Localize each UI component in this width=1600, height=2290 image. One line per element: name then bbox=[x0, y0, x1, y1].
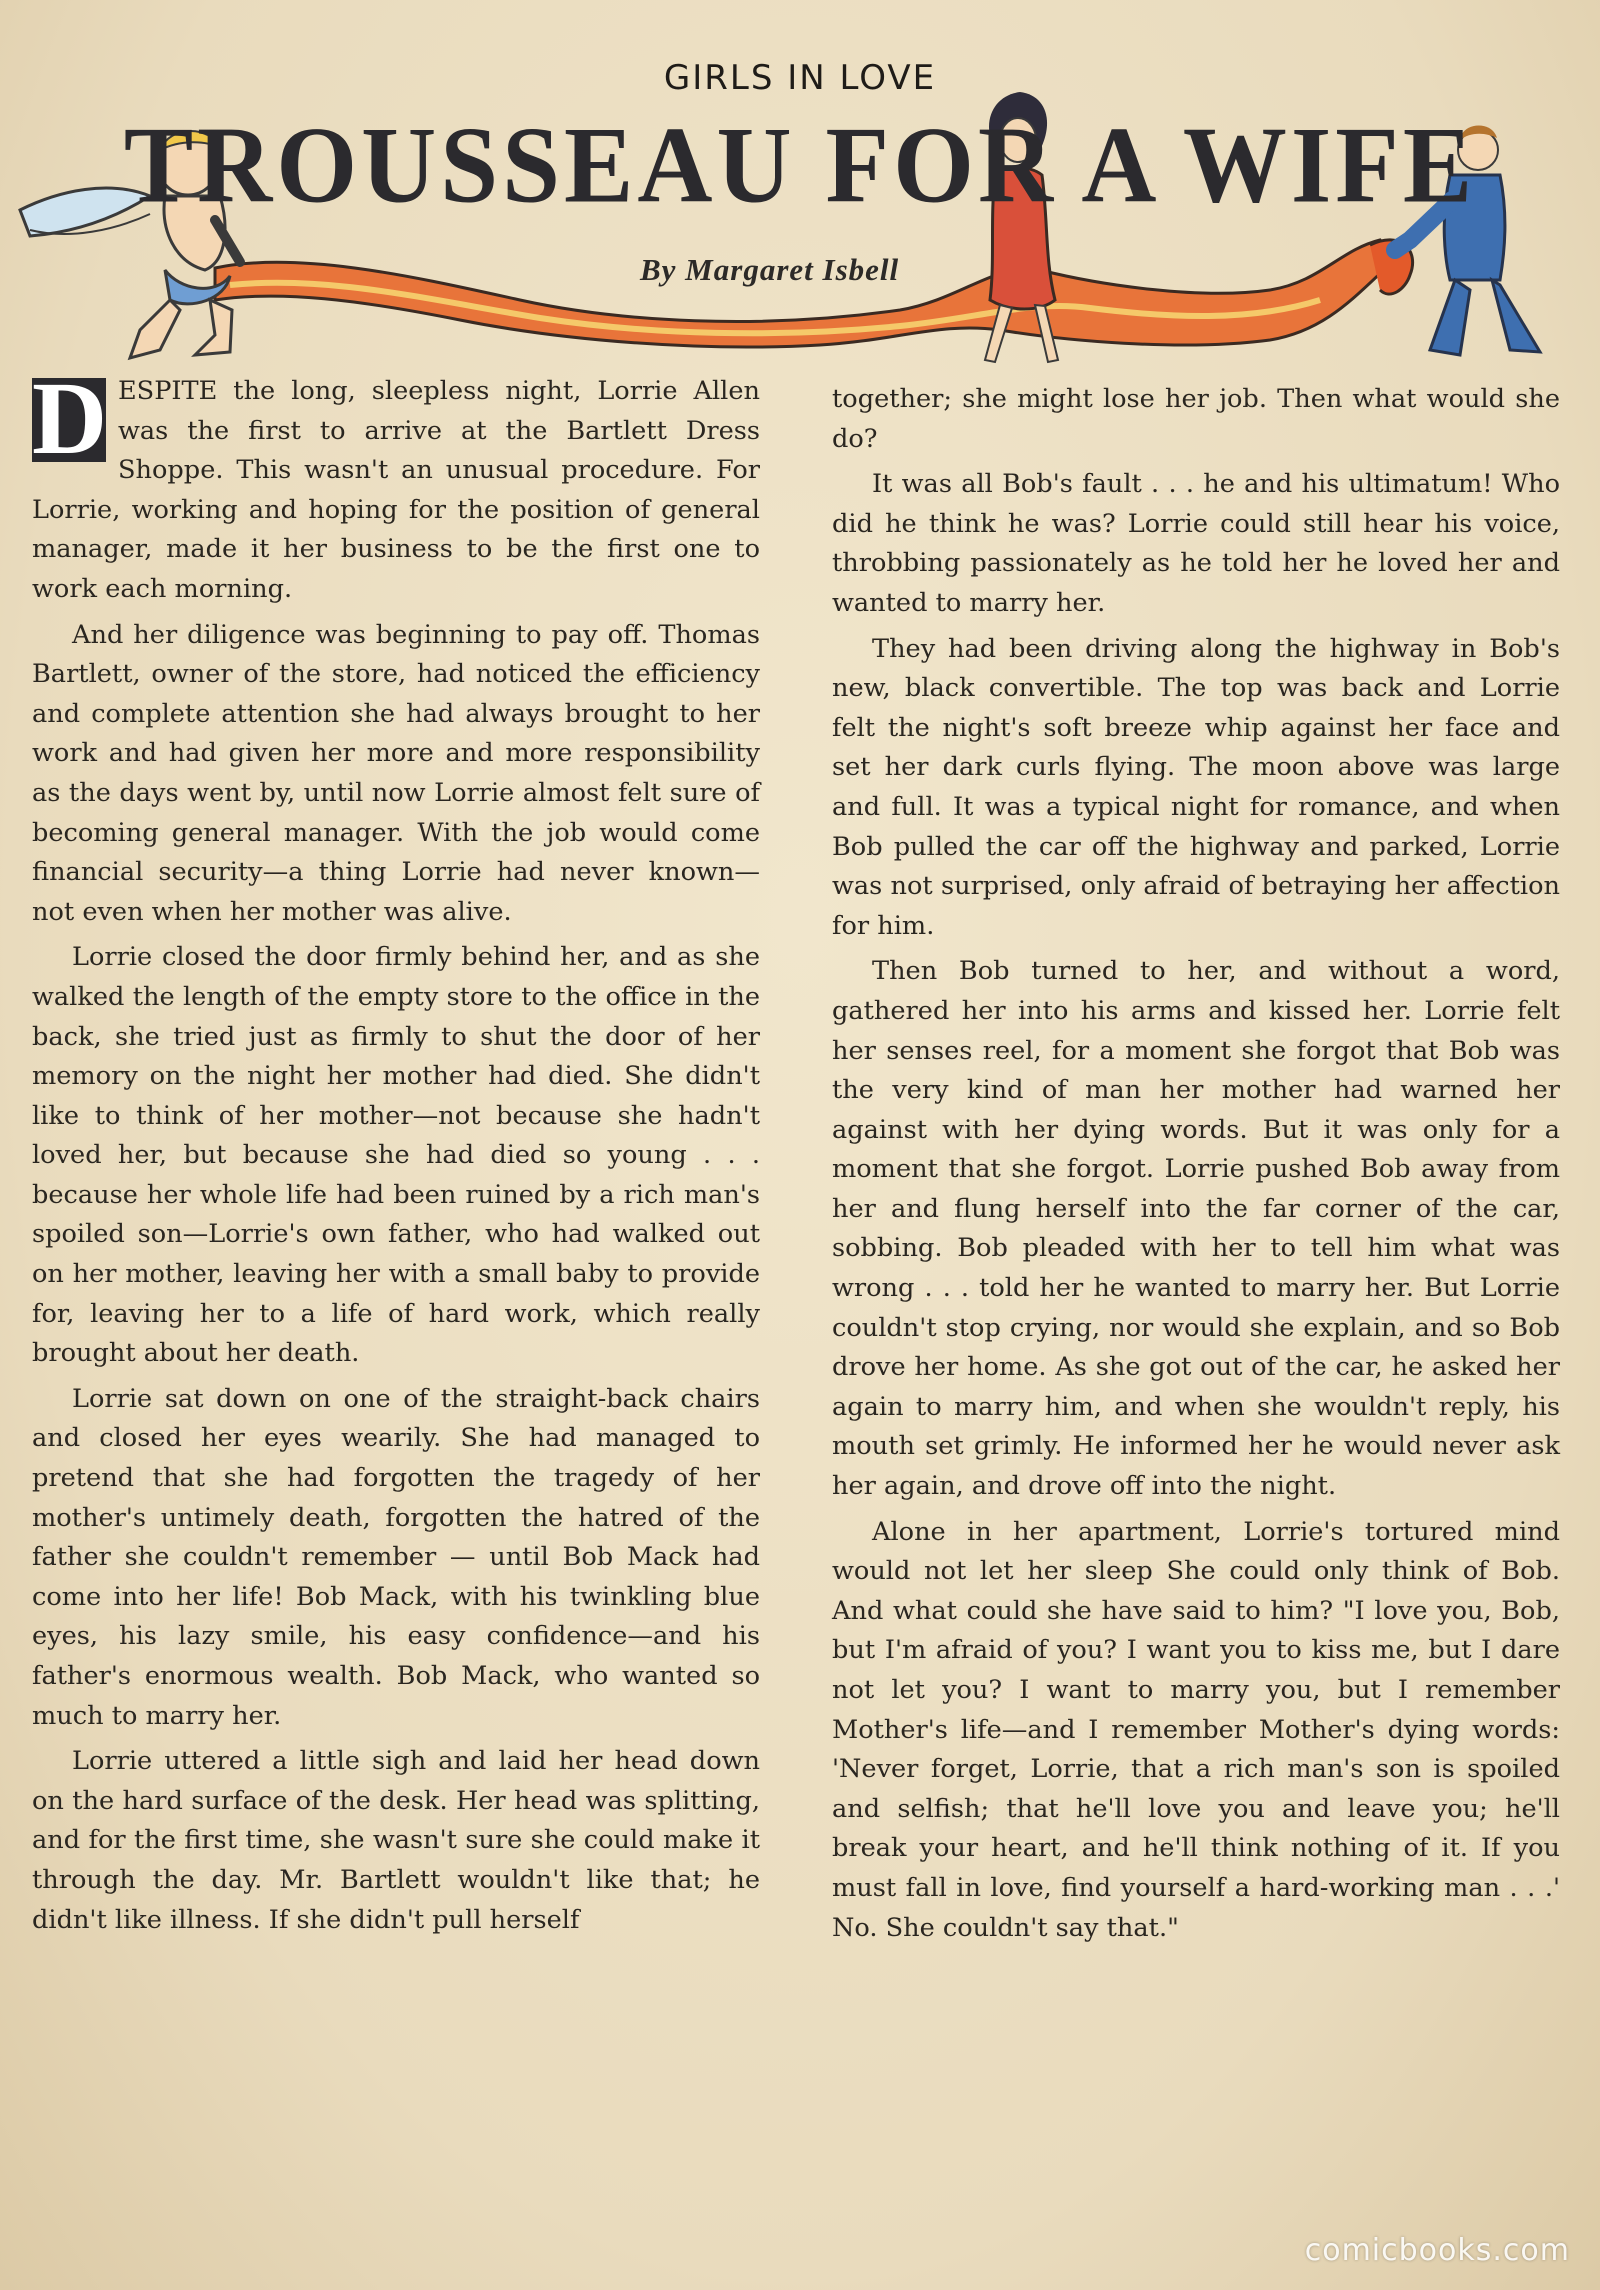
story-title: TROUSSEAU FOR A WIFE bbox=[123, 105, 1477, 226]
drop-cap: D bbox=[32, 361, 108, 476]
article-header bbox=[0, 0, 1600, 380]
paragraph: Lorrie uttered a little sigh and laid her head down on the hard surface of the desk. Her head was splitting, and for the first time, she wasn't sure she could make it through the day. Mr. Bartlett wouldn't like that; he didn't like illness. If she didn't pull herself bbox=[32, 1746, 760, 1935]
series-title: GIRLS IN LOVE bbox=[663, 58, 937, 98]
paragraph: It was all Bob's fault . . . he and his ultimatum! Who did he think he was? Lorrie could still hear his voice, throbbing passionately as he told her he loved her and wanted to marry her. bbox=[832, 469, 1560, 618]
paragraph: And her diligence was beginning to pay off. Thomas Bartlett, owner of the store, had noticed the efficiency and complete attention she had always brought to her work and had given her more and more responsibility as the days went by, until now Lorrie almost felt sure of becoming general manager. With the job would come financial security—a thing Lorrie had never known—not even when her mother was alive. bbox=[32, 619, 760, 927]
right-column bbox=[832, 380, 1560, 1954]
paragraph: Then Bob turned to her, and without a word, gathered her into his arms and kissed her. Lorrie felt her senses reel, for a moment she forgot that Bob was the very kind of man her mother had warned her against with her dying words. But it was only for a moment that she forgot. Lorrie pushed Bob away from her and flung herself into the far corner of the car, sobbing. Bob pleaded with her to tell him what was wrong . . . told her he wanted to marry her. But Lorrie couldn't stop crying, nor would she explain, and so Bob drove her home. As she got out of the car, he asked her again to marry him, and when she wouldn't reply, his mouth set grimly. He informed her he would never ask her again, and drove off into the night. bbox=[832, 956, 1560, 1502]
watermark: comicbooks.com bbox=[1304, 2233, 1570, 2268]
byline: By Margaret Isbell bbox=[640, 252, 900, 287]
paragraph: together; she might lose her job. Then what would she do? bbox=[832, 384, 1560, 454]
paragraph: Lorrie sat down on one of the straight-back chairs and closed her eyes wearily. She had managed to pretend that she had forgotten the tragedy of her mother's untimely death, forgotten the hatred of the father she couldn't remember — until Bob Mack had come into her life! Bob Mack, with his twinkling blue eyes, his lazy smile, his easy confidence—and his father's enormous wealth. Bob Mack, who wanted so much to marry her. bbox=[32, 1383, 760, 1731]
paragraph: Lorrie closed the door firmly behind her, and as she walked the length of the empty store to the office in the back, she tried just as firmly to shut the door of her memory on the night her mother had died. She didn't like to think of her mother—not because she hadn't loved her, but because she had died so young . . . because her whole life had been ruined by a rich man's spoiled son—Lorrie's own father, who had walked out on her mother, leaving her with a small baby to provide for, leaving her to a life of hard work, which really brought about her death. bbox=[32, 942, 760, 1369]
paragraph-text: ESPITE the long, sleepless night, Lorrie Allen was the first to arrive at the Bartlett Dress Shoppe. This wasn't an unusual procedure. For Lorrie, working and hoping for the position of general manager, made it her business to be the first one to work each morning. bbox=[32, 376, 760, 604]
paragraph bbox=[32, 361, 760, 610]
left-column bbox=[32, 361, 760, 1946]
paragraph: They had been driving along the highway in Bob's new, black convertible. The top was back and Lorrie felt the night's soft breeze whip against her face and set her dark curls flying. The moon above was large and full. It was a typical night for romance, and when Bob pulled the car off the highway and parked, Lorrie was not surprised, only afraid of betraying her affection for him. bbox=[832, 633, 1560, 941]
paragraph: Alone in her apartment, Lorrie's tortured mind would not let her sleep She could only think of Bob. And what could she have said to him? "I love you, Bob, but I'm afraid of you? I want you to kiss me, but I dare not let you? I want to marry you, but I remember Mother's life—and I remember Mother's dying words: 'Never forget, Lorrie, that a rich man's son is spoiled and selfish; that he'll love you and leave you; he'll break your heart, and he'll think nothing of it. If you must fall in love, find yourself a hard-working man . . .' No. She couldn't say that." bbox=[832, 1516, 1560, 1943]
